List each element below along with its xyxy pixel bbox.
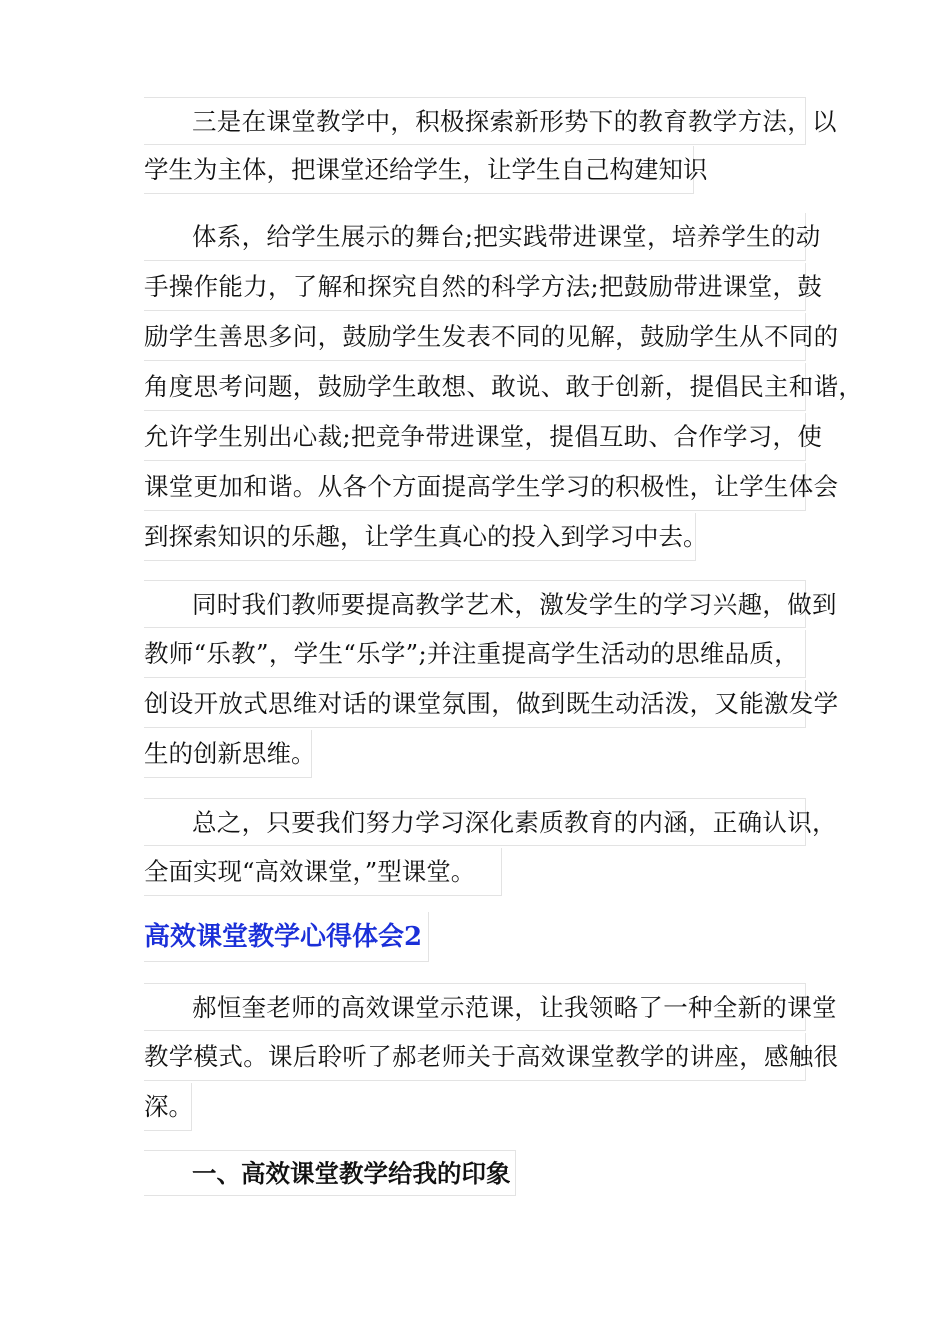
- paragraph-line: 励学生善思多问，鼓励学生发表不同的见解，鼓励学生从不同的: [144, 313, 806, 361]
- paragraph-line: 角度思考问题，鼓励学生敢想、敢说、敢于创新，提倡民主和谐，: [144, 363, 806, 411]
- paragraph-line: 允许学生别出心裁;把竞争带进课堂，提倡互助、合作学习，使: [144, 413, 806, 461]
- paragraph-line: 体系，给学生展示的舞台;把实践带进课堂，培养学生的动: [144, 213, 806, 261]
- paragraph-line: 教学模式。课后聆听了郝老师关于高效课堂教学的讲座，感触很: [144, 1033, 806, 1081]
- paragraph-line: 三是在课堂教学中，积极探索新形势下的教育教学方法，以: [144, 97, 806, 145]
- paragraph-line: 同时我们教师要提高教学艺术，激发学生的学习兴趣，做到: [144, 580, 806, 628]
- section-heading: 高效课堂教学心得体会2: [144, 912, 429, 962]
- paragraph-line: 郝恒奎老师的高效课堂示范课，让我领略了一种全新的课堂: [144, 983, 806, 1031]
- paragraph-line: 到探索知识的乐趣，让学生真心的投入到学习中去。: [144, 513, 696, 561]
- paragraph-line: 总之，只要我们努力学习深化素质教育的内涵，正确认识，: [144, 798, 806, 846]
- paragraph-line: 生的创新思维。: [144, 730, 312, 778]
- paragraph-line: 学生为主体，把课堂还给学生，让学生自己构建知识: [144, 146, 694, 194]
- paragraph-line: 深。: [144, 1083, 192, 1131]
- paragraph-line: 教师“乐教”，学生“乐学”;并注重提高学生活动的思维品质，: [144, 630, 806, 678]
- paragraph-line: 课堂更加和谐。从各个方面提高学生学习的积极性，让学生体会: [144, 463, 806, 511]
- paragraph-line: 手操作能力，了解和探究自然的科学方法;把鼓励带进课堂，鼓: [144, 263, 806, 311]
- paragraph-line: 全面实现“高效课堂，”型课堂。: [144, 848, 502, 896]
- paragraph-line: 创设开放式思维对话的课堂氛围，做到既生动活泼，又能激发学: [144, 680, 806, 728]
- subheading: 一、高效课堂教学给我的印象: [144, 1150, 516, 1196]
